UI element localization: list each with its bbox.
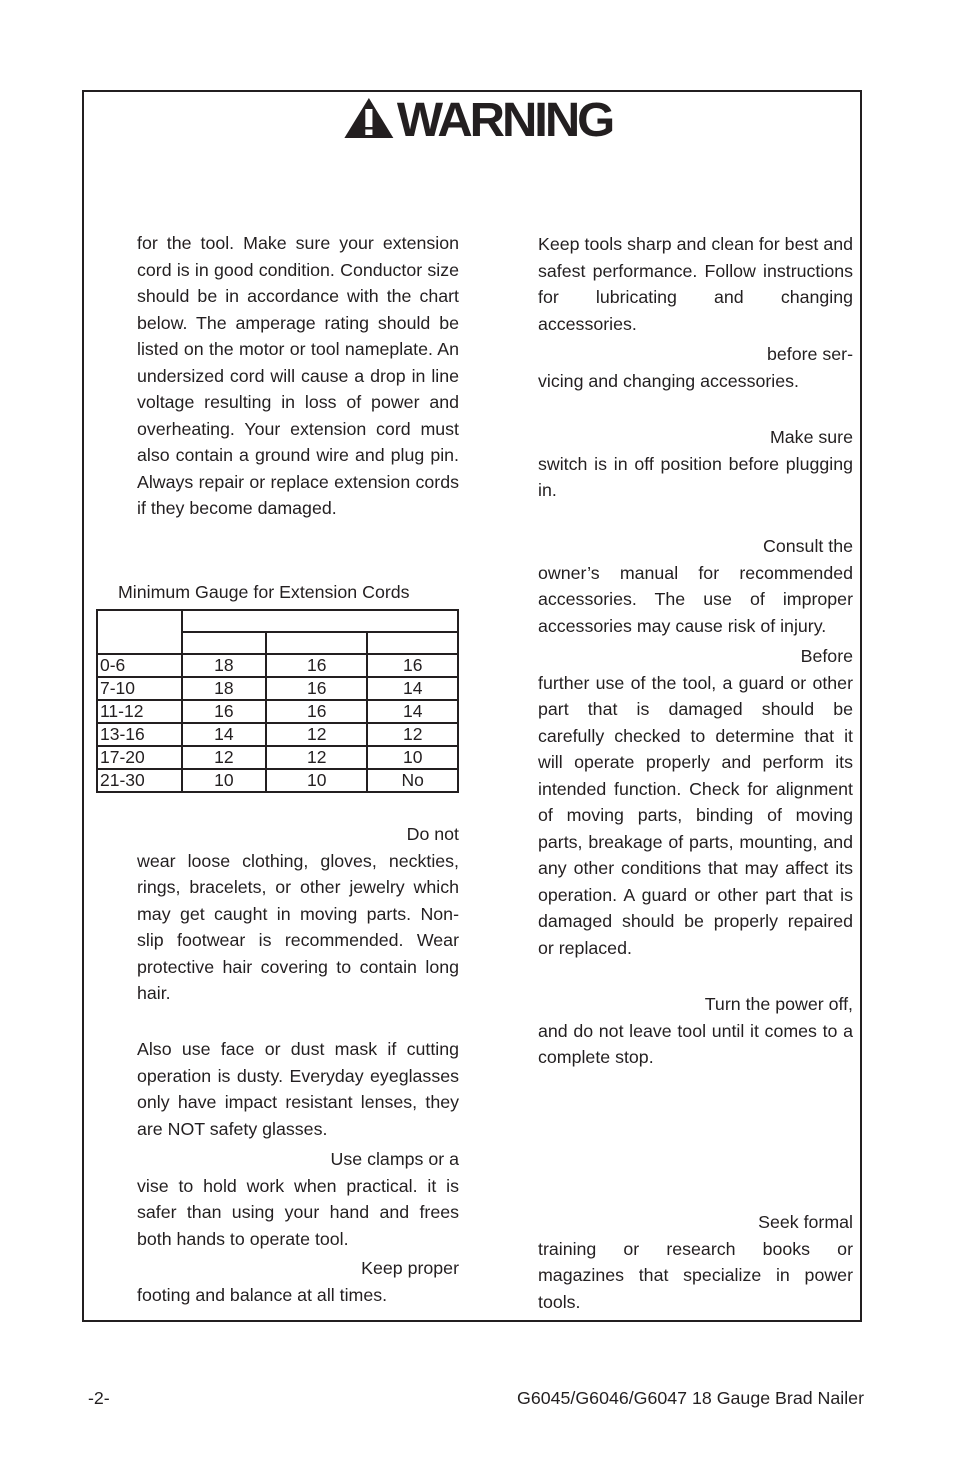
table-header-cell [97,610,182,654]
training-section [538,1209,853,1315]
page-number: -2- [88,1388,110,1408]
footing-section [137,1255,459,1308]
table-cell: 12 [266,723,367,746]
clothing-section [137,821,459,1007]
table-cell: 18 [182,677,267,700]
clothing-lead: Do not [406,824,459,844]
table-header-cell [266,632,367,654]
warning-header [0,96,954,150]
gauge-table [96,609,459,793]
table-cell: 21-30 [97,769,182,792]
clamps-lead: Use clamps or a [330,1149,459,1169]
table-cell: 0-6 [97,654,182,677]
power-text: and do not leave tool until it comes to a complete stop. [538,1020,853,1067]
table-cell: 18 [182,654,267,677]
sharp-tools-section [538,231,853,337]
consult-text: owner’s manual for recommended accessories. The use of improper accessories may cause risk of injury. [538,562,853,636]
switch-section [538,424,853,504]
table-caption: Minimum Gauge for Extension Cords [118,582,410,602]
switch-text: switch is in off position before plugging in. [538,453,853,500]
servicing-section [538,341,853,394]
training-text: training or research books or magazines that specialize in power tools. [538,1238,853,1312]
clothing-text: wear loose clothing, gloves, neckties, rings, bracelets, or other jewelry which may get caught in moving parts. Non-slip footwear is recommended. Wear protective hair covering to contain long hair. [137,850,459,1003]
accessories-section [538,533,853,639]
table-cell: 16 [266,677,367,700]
footing-text: footing and balance at all times. [137,1284,388,1305]
table-header-cell [182,610,458,632]
table-cell: 14 [367,677,458,700]
damaged-parts-section [538,643,853,961]
table-header-cell [367,632,458,654]
table-row [97,677,458,700]
table-cell: 16 [182,700,267,723]
table-cell: 7-10 [97,677,182,700]
table-row [97,700,458,723]
power-off-section [538,991,853,1071]
consult-lead: Consult the [763,536,853,556]
product-title: G6045/G6046/G6047 18 Gauge Brad Nailer [517,1388,864,1408]
warning-triangle-icon [342,96,395,150]
table-header-cell [182,632,267,654]
table-row [97,723,458,746]
table-cell: 10 [367,746,458,769]
table-row [97,654,458,677]
clamps-section [137,1146,459,1252]
table-cell: 17-20 [97,746,182,769]
table-row [97,746,458,769]
switch-lead: Make sure [769,427,853,447]
table-cell: 10 [266,769,367,792]
eye-text: Also use face or dust mask if cutting operation is dusty. Everyday eyeglasses only have impact resistant lenses, they are NOT safety glasses. [137,1039,459,1139]
extension-cord-text: for the tool. Make sure your extension cord is in good condition. Conductor size should be in accordance with the chart below. The amperage rating should be listed on the motor or tool nameplate. An undersized cord will cause a drop in line voltage resulting in loss of power and overheating. Your extension cord must also contain a ground wire and plug pin. Always repair or replace extension cords if they become damaged. [137,233,459,518]
damaged-text: further use of the tool, a guard or other part that is damaged should be carefully checked to determine that it will operate properly and perform its intended function. Check for alignment of moving parts, binding of moving parts, breakage of parts, mounting, and any other conditions that may affect its operation. A guard or other part that is damaged should be properly repaired or replaced. [538,672,853,958]
table-cell: 11-12 [97,700,182,723]
damaged-lead: Before [800,646,853,666]
table-cell: 14 [182,723,267,746]
sharp-text: Keep tools sharp and clean for best and safest performance. Follow instructions for lubricating and changing accessories. [538,234,853,334]
power-lead: Turn the power off, [704,994,853,1014]
table-cell: 14 [367,700,458,723]
extension-cord-section [137,230,459,522]
training-lead: Seek formal [758,1212,853,1232]
table-header-row [97,610,458,632]
table-cell: No [367,769,458,792]
eye-protection-section [137,1036,459,1142]
warning-title: WARNING [396,94,613,147]
table-cell: 10 [182,769,267,792]
clamps-text: vise to hold work when practical. it is safer than using your hand and frees both hands to operate tool. [137,1175,459,1249]
table-cell: 12 [367,723,458,746]
servicing-lead: before ser- [767,344,853,364]
table-cell: 12 [266,746,367,769]
table-cell: 16 [266,654,367,677]
table-row [97,769,458,792]
table-cell: 12 [182,746,267,769]
table-cell: 13-16 [97,723,182,746]
footing-lead: Keep proper [361,1258,459,1278]
table-cell: 16 [367,654,458,677]
table-cell: 16 [266,700,367,723]
servicing-text: vicing and changing accessories. [538,370,799,391]
